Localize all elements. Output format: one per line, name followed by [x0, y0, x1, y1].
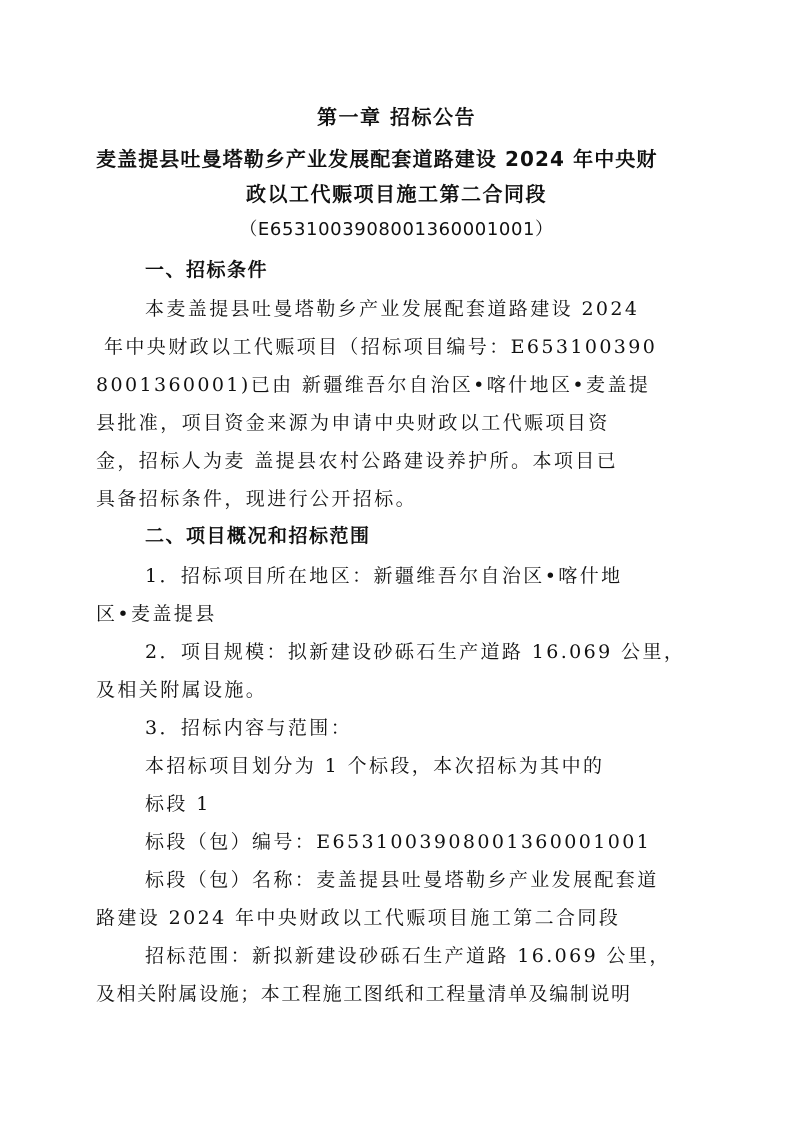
paragraph-line: 3．招标内容与范围： — [145, 717, 353, 739]
paragraph-line: 本招标项目划分为 1 个标段，本次招标为其中的 — [145, 755, 605, 777]
project-code: （E6531003908001360001001） — [239, 219, 554, 240]
paragraph-line: 招标范围：新拟新建设砂砾石生产道路 16.069 公里， — [145, 945, 671, 967]
paragraph-line: 本麦盖提县吐曼塔勒乡产业发展配套道路建设 2024 — [145, 298, 640, 320]
paragraph-line: 县批准，项目资金来源为申请中央财政以工代赈项目资 — [96, 412, 610, 434]
paragraph-line: 标段（包）编号：E6531003908001360001001 — [145, 831, 652, 853]
project-title-line-2: 政以工代赈项目施工第二合同段 — [246, 182, 547, 206]
paragraph-line: 2．项目规模：拟新建设砂砾石生产道路 16.069 公里， — [145, 641, 686, 663]
paragraph-line: 金，招标人为麦 盖提县农村公路建设养护所。本项目已 — [96, 450, 619, 472]
paragraph-line: 区•麦盖提县 — [96, 603, 217, 625]
section-heading-project-overview: 二、项目概况和招标范围 — [145, 525, 371, 547]
paragraph-line: 8001360001)已由 新疆维吾尔自治区•喀什地区•麦盖提 — [96, 374, 651, 396]
paragraph-line: 标段 1 — [145, 793, 211, 815]
paragraph-line: 具备招标条件，现进行公开招标。 — [96, 488, 418, 510]
paragraph-line: 路建设 2024 年中央财政以工代赈项目施工第二合同段 — [96, 907, 621, 929]
section-heading-bidding-conditions: 一、招标条件 — [145, 259, 269, 281]
paragraph-line: 1．招标项目所在地区：新疆维吾尔自治区•喀什地 — [145, 565, 623, 587]
paragraph-line: 及相关附属设施。 — [96, 679, 268, 701]
chapter-title: 第一章 招标公告 — [317, 105, 476, 129]
paragraph-line: 及相关附属设施；本工程施工图纸和工程量清单及编制说明 — [96, 983, 632, 1005]
project-title-line-1: 麦盖提县吐曼塔勒乡产业发展配套道路建设 2024 年中央财 — [96, 147, 658, 171]
paragraph-line: 年中央财政以工代赈项目（招标项目编号：E653100390 — [104, 336, 658, 358]
paragraph-line: 标段（包）名称：麦盖提县吐曼塔勒乡产业发展配套道 — [145, 869, 659, 891]
